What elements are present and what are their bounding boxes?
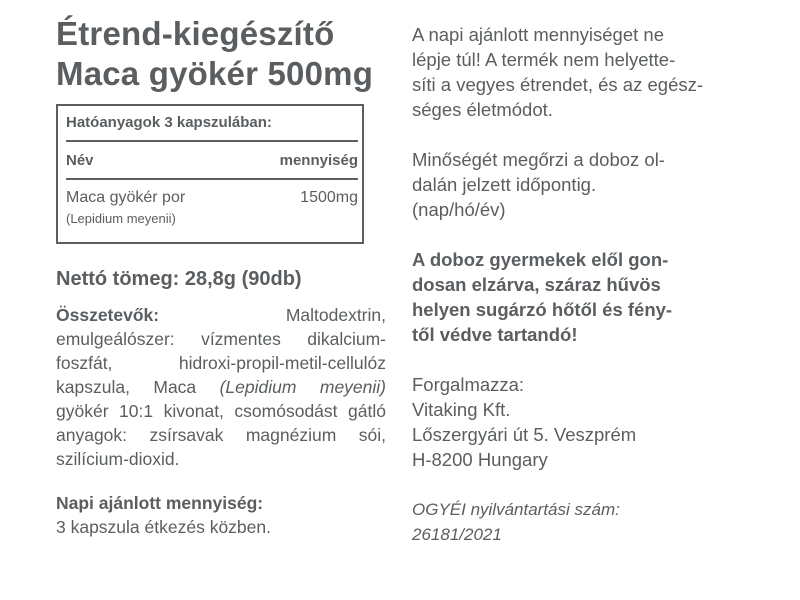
daily-dose [56,491,386,539]
table-heading: Hatóanyagok 3 kapszulában: [66,106,358,142]
text-line: 26181/2021 [412,525,502,544]
text-line: Vitaking Kft. [412,399,511,420]
ingredients-text-2: gyökér 10:1 kivonat, csomósodást gátló anyagok: zsírsavak magnézium sói, szilícium-dioxid. [56,401,386,469]
text-line: lépje túl! A termék nem helyette- [412,49,676,70]
best-before-note [412,147,752,222]
text-line: séges életmódot. [412,99,553,120]
text-line: dosan elzárva, száraz hűvös [412,274,661,295]
active-ingredients-table [56,104,364,244]
column-name-header: Név [66,152,94,169]
left-column [56,14,386,539]
distributor-info [412,372,752,472]
registration-number [412,497,752,547]
ingredient-amount: 1500mg [300,189,358,206]
text-line: helyen sugárzó hőtől és fény- [412,299,673,320]
net-weight: Nettó tömeg: 28,8g (90db) [56,268,302,290]
table-column-headers [66,142,358,180]
text-line: síti a vegyes étrendet, és az egész- [412,74,704,95]
text-line: Forgalmazza: [412,374,525,395]
column-amount-header: mennyiség [279,152,358,169]
daily-dose-value: 3 kapszula étkezés közben. [56,517,271,537]
ingredient-name: Maca gyökér por [66,189,186,206]
dosage-warning [412,22,752,122]
ingredients-text-1: Maltodextrin, emulgeálószer: vízmentes dikalcium-foszfát, hidroxi-propil-metil-cellulóz kapszula, Maca [56,305,386,397]
product-category-title: Étrend-kiegészítő [56,15,335,52]
text-line: H-8200 Hungary [412,449,548,470]
table-row [66,180,358,207]
text-line: től védve tartandó! [412,324,578,345]
text-line: OGYÉI nyilvántartási szám: [412,500,620,519]
storage-warning [412,247,752,347]
product-name-title: Maca gyökér 500mg [56,55,374,92]
daily-dose-label: Napi ajánlott mennyiség: [56,493,264,513]
text-line: dalán jelzett időpontig. [412,174,597,195]
ingredients-label: Összetevők: [56,305,160,325]
right-column [412,22,752,547]
ingredient-latin-name: (Lepidium meyenii) [66,211,176,226]
ingredients-latin: (Lepidium meyenii) [219,377,386,397]
text-line: A doboz gyermekek elől gon- [412,249,669,270]
ingredients-paragraph [56,303,386,471]
text-line: (nap/hó/év) [412,199,506,220]
text-line: Lőszergyári út 5. Veszprém [412,424,637,445]
text-line: Minőségét megőrzi a doboz ol- [412,149,665,170]
text-line: A napi ajánlott mennyiséget ne [412,24,664,45]
